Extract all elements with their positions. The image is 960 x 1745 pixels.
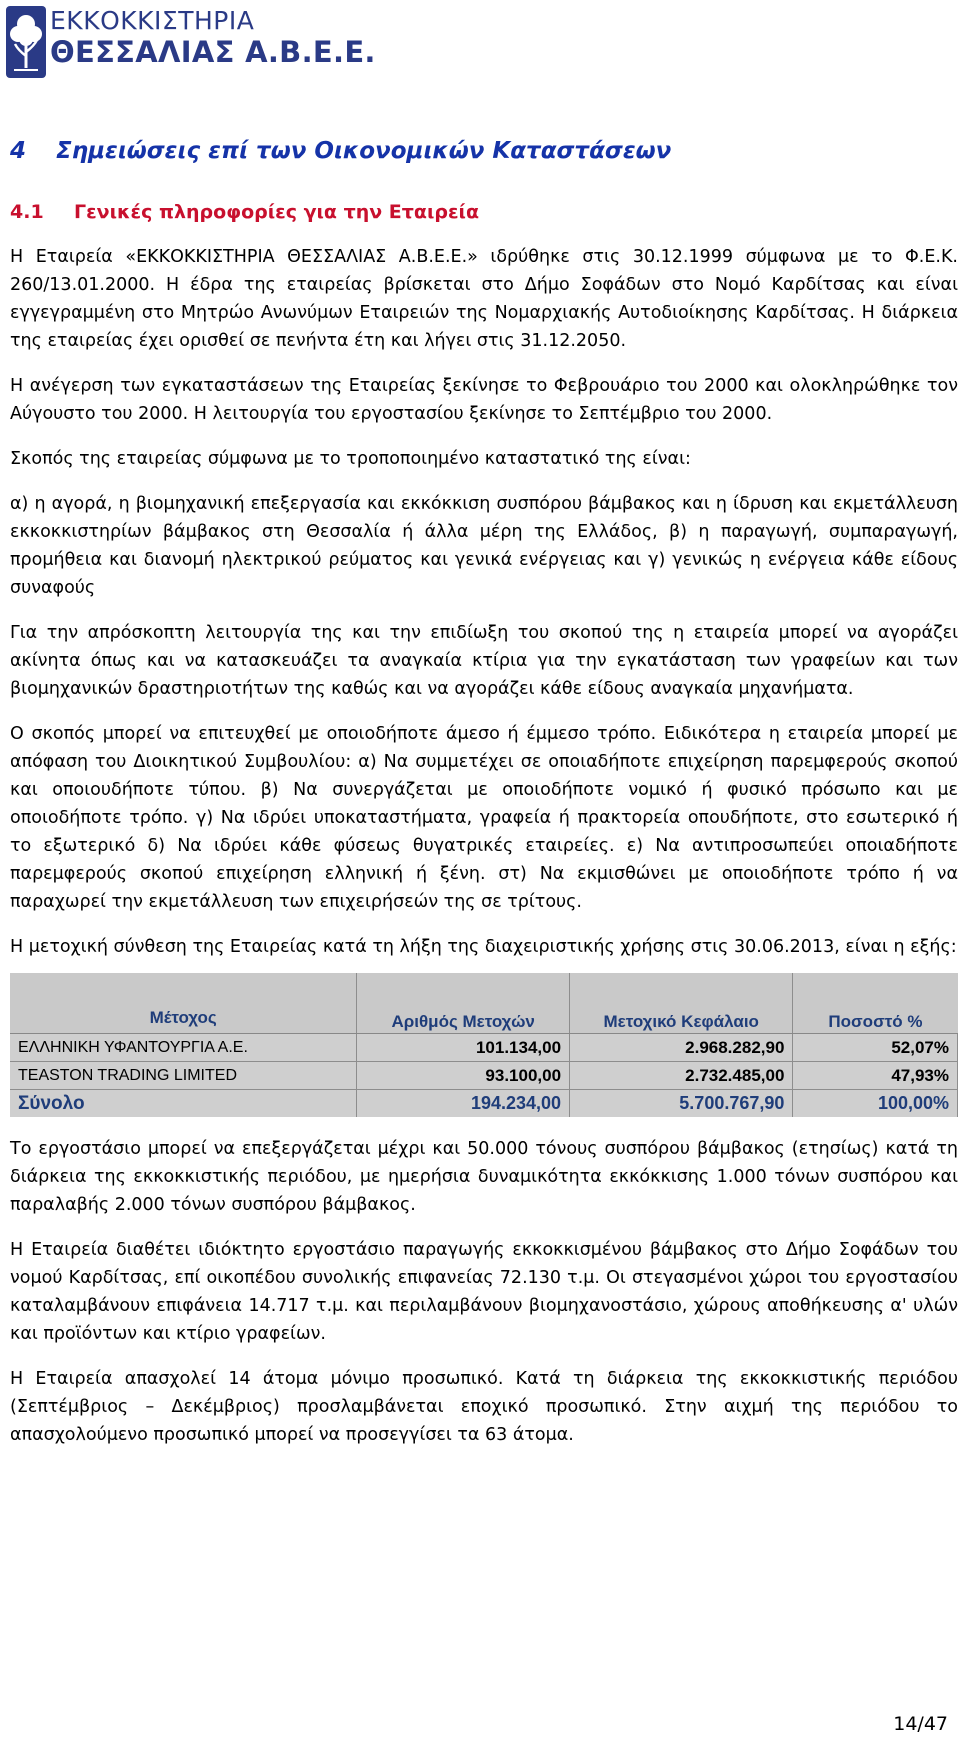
column-header: Ποσοστό % [793,973,958,1034]
shares-cell: 101.134,00 [357,1034,570,1062]
percent-cell: 47,93% [793,1062,958,1090]
percent-cell: 52,07% [793,1034,958,1062]
paragraph: Το εργοστάσιο μπορεί να επεξεργάζεται μέχρι και 50.000 τόνους συσπόρου βάμβακος (ετησίως) κατά τη διάρκεια της εκκοκκιστικής περιόδου, με ημερήσια δυναμικότητα εκκόκκισης 1.000 τόνων συσπόρου και παραλαβής 2.000 τόνων συσπόρου βάμβακος. [10,1139,958,1215]
logo-text-line1: ΕΚΚΟΚΚΙΣΤΗΡΙΑ [50,6,255,35]
subsection-heading [10,201,479,223]
holder-cell: ΕΛΛΗΝΙΚΗ ΥΦΑΝΤΟΥΡΓΙΑ Α.Ε. [10,1034,357,1062]
paragraph: Σκοπός της εταιρείας σύμφωνα με το τροποποιημένο καταστατικό της είναι: [10,449,691,469]
section-heading [10,138,671,164]
page-number: 14/47 [893,1713,948,1735]
column-header: Αριθμός Μετοχών [357,973,570,1034]
capital-cell: 2.968.282,90 [570,1034,793,1062]
section-title: Σημειώσεις επί των Οικονομικών Καταστάσεων [56,138,672,164]
total-label-cell: Σύνολο [10,1090,357,1118]
table-total-row [10,1090,958,1118]
subsection-number: 4.1 [10,201,44,223]
paragraph: Η Εταιρεία διαθέτει ιδιόκτητο εργοστάσιο παραγωγής εκκοκκισμένου βάμβακος στο Δήμο Σοφάδων του νομού Καρδίτσας, επί οικοπέδου συνολικής επιφανείας 72.130 τ.μ. Οι στεγασμένοι χώροι του εργοστασίου καταλαμβάνουν επιφάνεια 14.717 τ.μ. και περιλαμβάνουν βιομηχανοστάσιο, χώρους αποθήκευσης α' υλών και προϊόντων και κτίριο γραφείων. [10,1240,958,1344]
table-row [10,1062,958,1090]
paragraph: Ο σκοπός μπορεί να επιτευχθεί με οποιοδήποτε άμεσο ή έμμεσο τρόπο. Ειδικότερα η εταιρεία μπορεί με απόφαση του Διοικητικού Συμβουλίου: α) Να συμμετέχει σε οποιαδήποτε επιχείρηση παρεμφερούς σκοπού και οποιουδήποτε τύπου. β) Να συνεργάζεται με οποιοδήποτε νομικό ή φυσικό πρόσωπο και με οποιοδήποτε τρόπο. γ) Να ιδρύει υποκαταστήματα, γραφεία ή πρακτορεία οπουδήποτε, στο εσωτερικό ή το εξωτερικό δ) Να ιδρύει κάθε φύσεως θυγατρικές εταιρείες. ε) Να αντιπροσωπεύει οποιαδήποτε παρεμφερούς σκοπού επιχείρηση ελληνική ή ξένη. στ) Να εκμισθώνει με οποιοδήποτε τρόπο ή να παραχωρεί την εκμετάλλευση των επιχειρήσεών της σε τρίτους. [10,724,958,912]
column-header: Μετοχικό Κεφάλαιο [570,973,793,1034]
paragraph: Η μετοχική σύνθεση της Εταιρείας κατά τη λήξη της διαχειριστικής χρήσης στις 30.06.2013, είναι η εξής: [10,937,957,957]
table-row [10,1034,958,1062]
capital-cell: 2.732.485,00 [570,1062,793,1090]
shareholder-table [10,973,958,1117]
paragraph: Η Εταιρεία «ΕΚΚΟΚΚΙΣΤΗΡΙΑ ΘΕΣΣΑΛΙΑΣ Α.Β.Ε.Ε.» ιδρύθηκε στις 30.12.1999 σύμφωνα με το Φ.Ε.Κ. 260/13.01.2000. Η έδρα της εταιρείας βρίσκεται στο Δήμο Σοφάδων στο Νομό Καρδίτσας και είναι εγγεγραμμένη στο Μητρώο Ανωνύμων Εταιρειών της Νομαρχιακής Αυτοδιοίκησης Καρδίτσας. Η διάρκεια της εταιρείας έχει ορισθεί σε πενήντα έτη και λήγει στις 31.12.2050. [10,247,958,351]
paragraph: α) η αγορά, η βιομηχανική επεξεργασία και εκκόκκιση συσπόρου βάμβακος και η ίδρυση και εκμετάλλευση εκκοκκιστηρίων βάμβακος στη Θεσσαλία ή άλλα μέρη της Ελλάδος, β) η παραγωγή, συμπαραγωγή, προμήθεια και διανομή ηλεκτρικού ρεύματος και γενικά ενέργειας και γ) γενικώς η ενέργεια κάθε είδους συναφούς [10,494,958,598]
total-capital-cell: 5.700.767,90 [570,1090,793,1118]
logo-text-line2: ΘΕΣΣΑΛΙΑΣ Α.Β.Ε.Ε. [50,35,376,69]
paragraph: Για την απρόσκοπτη λειτουργία της και την επιδίωξη του σκοπού της η εταιρεία μπορεί να αγοράζει ακίνητα όπως και να κατασκευάζει τα αναγκαία κτίρια για την εγκατάσταση των γραφείων και των βιομηχανικών δραστηριοτήτων της καθώς και να αγοράζει κάθε είδους αναγκαία μηχανήματα. [10,623,958,699]
paragraph: Η Εταιρεία απασχολεί 14 άτομα μόνιμο προσωπικό. Κατά τη διάρκεια της εκκοκκιστικής περιόδου (Σεπτέμβριος – Δεκέμβριος) προσλαμβάνεται εποχικό προσωπικό. Στην αιχμή της περιόδου το απασχολούμενο προσωπικό μπορεί να προσεγγίσει τα 63 άτομα. [10,1369,958,1445]
section-number: 4 [10,138,27,164]
total-shares-cell: 194.234,00 [357,1090,570,1118]
total-percent-cell: 100,00% [793,1090,958,1118]
holder-cell: TEASTON TRADING LIMITED [10,1062,357,1090]
company-logo [6,6,376,80]
subsection-title: Γενικές πληροφορίες για την Εταιρεία [74,201,480,223]
cotton-plant-icon [6,6,46,78]
column-header: Μέτοχος [10,973,357,1034]
shares-cell: 93.100,00 [357,1062,570,1090]
table-header-row [10,973,958,1034]
document-body [10,243,958,1466]
paragraph: Η ανέγερση των εγκαταστάσεων της Εταιρείας ξεκίνησε το Φεβρουάριο του 2000 και ολοκληρώθηκε τον Αύγουστο του 2000. Η λειτουργία του εργοστασίου ξεκίνησε το Σεπτέμβριο του 2000. [10,376,958,424]
